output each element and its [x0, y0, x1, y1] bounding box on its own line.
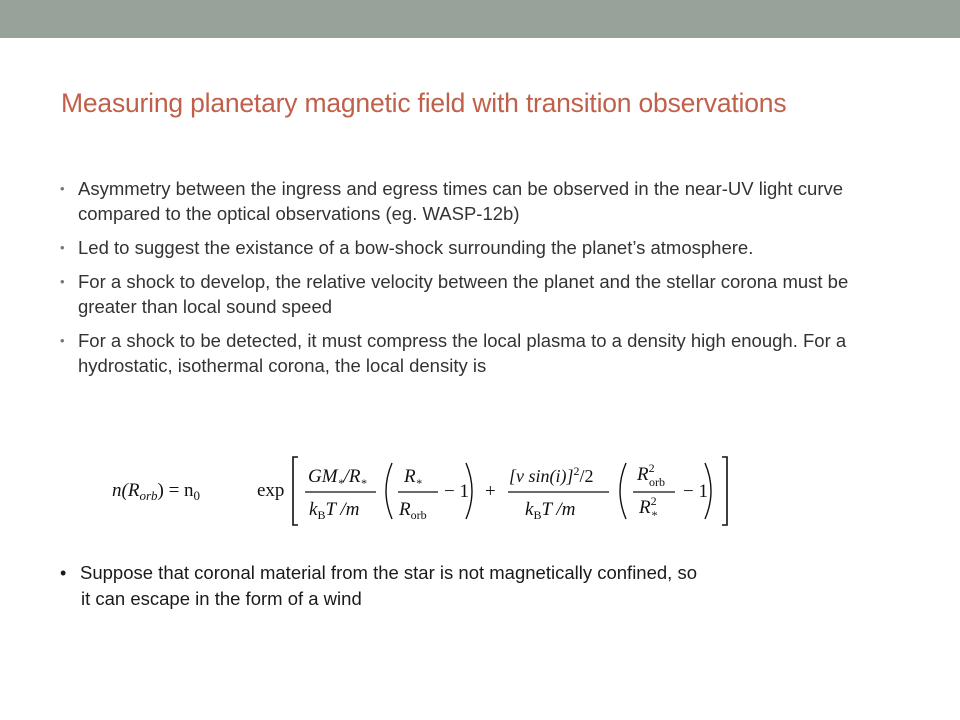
- svg-text:R2*: [638, 494, 657, 522]
- eq-t1-num-sub: *: [337, 476, 344, 490]
- density-equation: [112, 455, 752, 527]
- eq-t4-num-sub: orb: [649, 475, 665, 489]
- svg-text:kBT /m: [309, 499, 359, 522]
- eq-lhs: n(R: [112, 480, 140, 501]
- eq-t1-num: GM: [308, 466, 338, 487]
- eq-paren-left: [386, 463, 392, 519]
- eq-minus-one-1: − 1: [444, 481, 469, 502]
- bullet-dot-icon: •: [60, 240, 65, 255]
- eq-t3-num: [v sin(i)]: [509, 466, 574, 486]
- eq-n0-sub: 0: [193, 488, 201, 503]
- eq-t1-den-sub: B: [317, 508, 326, 522]
- eq-lhs-close: ) = n: [157, 480, 194, 501]
- eq-t2-num: R: [404, 466, 416, 487]
- bullet-item: [60, 176, 880, 226]
- eq-t3-den-rest: T /m: [541, 499, 576, 520]
- bullet-item: [60, 328, 880, 378]
- eq-t1-num-sub2: *: [360, 476, 367, 490]
- eq-t4-den: R: [639, 497, 651, 518]
- eq-t1-den-rest: T /m: [325, 499, 360, 520]
- eq-t2-num-sub: *: [415, 476, 422, 490]
- bullet-list: [60, 176, 880, 387]
- eq-lhs-sub: orb: [139, 488, 158, 503]
- eq-t4-num: R: [637, 464, 649, 485]
- bottom-bullet-item: [60, 560, 890, 612]
- svg-text:[v sin(i)]2/2: [509, 464, 594, 487]
- eq-exp: exp: [257, 480, 285, 501]
- bullet-dot-icon: •: [60, 181, 65, 196]
- bullet-text: For a shock to be detected, it must compress the local plasma to a density high enough. For a hydrostatic, isothermal corona, the local density is: [78, 330, 847, 376]
- eq-t3-num-sup: 2: [573, 464, 580, 478]
- bottom-bullet-line2: it can escape in the form of a wind: [81, 588, 362, 609]
- eq-t2-den: R: [399, 499, 411, 520]
- svg-text:R*: [403, 466, 422, 490]
- svg-text:GM*/R*: [308, 466, 366, 490]
- eq-plus: +: [485, 481, 496, 502]
- slide-title: Measuring planetary magnetic field with transition observations: [61, 88, 787, 118]
- bullet-dot-icon: •: [60, 563, 67, 583]
- eq-paren-left-2: [620, 463, 626, 519]
- bullet-dot-icon: •: [60, 333, 65, 348]
- bullet-text: For a shock to develop, the relative velocity between the planet and the stellar corona must be greater than local sound speed: [78, 271, 849, 317]
- eq-right-bracket: [722, 457, 727, 525]
- svg-text:kBT /m: [525, 499, 575, 522]
- eq-t3-num-rest: /2: [579, 466, 594, 486]
- eq-t4-den-sup: 2: [650, 494, 657, 508]
- eq-t4-num-sup: 2: [648, 461, 655, 475]
- svg-text:Rorb: [398, 499, 427, 522]
- eq-t3-den-sub: B: [533, 508, 542, 522]
- svg-text:n(Rorb) = n0: [112, 480, 200, 503]
- svg-text:R2orb: [636, 461, 665, 489]
- bullet-item: [60, 269, 880, 319]
- eq-t1-num-rest: /R: [343, 466, 361, 487]
- bottom-bullet-list: [60, 560, 890, 612]
- bullet-dot-icon: •: [60, 274, 65, 289]
- bullet-text: Led to suggest the existance of a bow-shock surrounding the planet’s atmosphere.: [78, 237, 754, 258]
- eq-minus-one-2: − 1: [683, 481, 708, 502]
- bottom-bullet-line1: Suppose that coronal material from the star is not magnetically confined, so: [80, 562, 697, 583]
- eq-left-bracket: [293, 457, 298, 525]
- eq-t4-den-sub: *: [651, 508, 657, 522]
- eq-t3-den: k: [525, 499, 534, 520]
- eq-t2-den-sub: orb: [410, 508, 427, 522]
- bullet-text: Asymmetry between the ingress and egress times can be observed in the near-UV light curve compared to the optical observations (eg. WASP-12b): [78, 178, 844, 224]
- top-bar: [0, 0, 960, 38]
- bullet-item: [60, 235, 880, 260]
- eq-t1-den: k: [309, 499, 318, 520]
